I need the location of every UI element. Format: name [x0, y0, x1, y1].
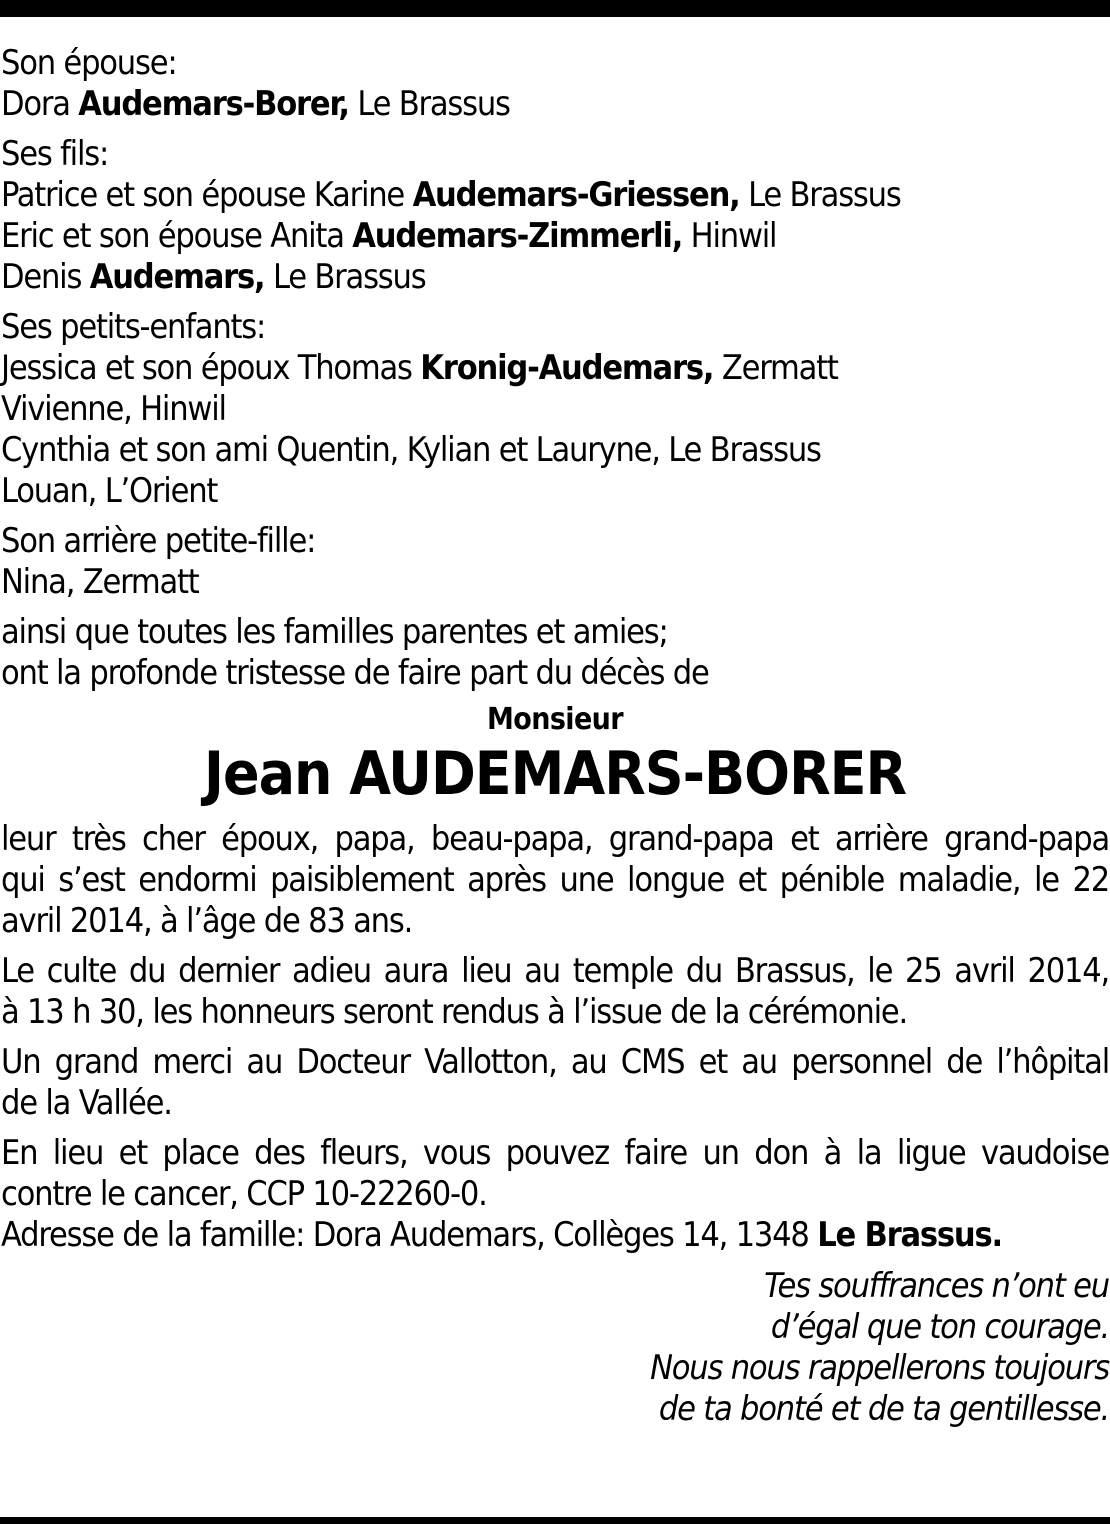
poem-line: de ta bonté et de ta gentillesse.: [658, 1389, 1109, 1429]
son-line: Patrice et son épouse Karine Audemars-Griessen, Le Brassus: [1, 175, 901, 215]
son-surname: Audemars-Zimmerli,: [352, 216, 683, 256]
sons-section: [1, 134, 1109, 298]
son-surname: Audemars,: [89, 257, 265, 297]
spouse-heading: Son épouse:: [1, 43, 177, 83]
poem-line: Nous nous rappellerons toujours: [650, 1348, 1109, 1388]
deceased-name: Jean AUDEMARS-BORER: [203, 739, 907, 809]
description-paragraph: [1, 819, 1109, 942]
grandchildren-heading: Ses petits-enfants:: [1, 307, 266, 347]
grandchild-line: Cynthia et son ami Quentin, Kylian et Lauryne, Le Brassus: [1, 430, 821, 470]
address-town: Le Brassus.: [817, 1215, 1002, 1255]
ceremony-line: à 13 h 30, les honneurs seront rendus à l’issue de la cérémonie.: [1, 992, 908, 1032]
bottom-rule: [0, 1517, 1110, 1524]
grandchild-line: Louan, L’Orient: [1, 471, 218, 511]
donation-line: contre le cancer, CCP 10-22260-0.: [1, 1174, 487, 1214]
grandchild-line: Jessica et son époux Thomas Kronig-Audemars, Zermatt: [1, 348, 838, 388]
donation-paragraph: [1, 1133, 1109, 1256]
closing-line: ainsi que toutes les familles parentes et amies;: [1, 612, 668, 652]
son-line: Eric et son épouse Anita Audemars-Zimmerli, Hinwil: [1, 216, 777, 256]
description-line: avril 2014, à l’âge de 83 ans.: [1, 901, 413, 941]
obituary-notice: [1, 43, 1109, 1430]
spouse-surname: Audemars-Borer,: [78, 84, 349, 124]
grandchild-line: Vivienne, Hinwil: [1, 389, 226, 429]
spouse-section: [1, 43, 1109, 125]
great-grandchild-heading: Son arrière petite-fille:: [1, 521, 316, 561]
family-address: Adresse de la famille: Dora Audemars, Collèges 14, 1348 Le Brassus.: [1, 1215, 1002, 1255]
ceremony-paragraph: [1, 951, 1109, 1033]
thanks-paragraph: [1, 1042, 1109, 1124]
grandchildren-section: [1, 307, 1109, 512]
great-grandchild-line: Nina, Zermatt: [1, 562, 199, 602]
son-surname: Audemars-Griessen,: [412, 175, 740, 215]
poem-line: Tes souffrances n’ont eu: [764, 1266, 1109, 1306]
poem-line: d’égal que ton courage.: [770, 1307, 1109, 1347]
sons-heading: Ses fils:: [1, 134, 109, 174]
thanks-line: Un grand merci au Docteur Vallotton, au CMS et au personnel de l’hôpital: [1, 1042, 1109, 1082]
spouse-line: Dora Audemars-Borer, Le Brassus: [1, 84, 510, 124]
closing-line: ont la profonde tristesse de faire part du décès de: [1, 653, 709, 693]
ceremony-line: Le culte du dernier adieu aura lieu au temple du Brassus, le 25 avril 2014,: [1, 951, 1109, 991]
closing-poem: [1, 1266, 1109, 1430]
description-line: leur très cher époux, papa, beau-papa, grand-papa et arrière grand-papa: [1, 819, 1109, 859]
grandchild-surname: Kronig-Audemars,: [420, 348, 714, 388]
donation-line: En lieu et place des fleurs, vous pouvez faire un don à la ligue vaudoise: [1, 1133, 1109, 1173]
closing-section: [1, 612, 1109, 694]
thanks-line: de la Vallée.: [1, 1083, 172, 1123]
top-rule: [0, 0, 1110, 17]
son-line: Denis Audemars, Le Brassus: [1, 257, 426, 297]
great-grandchild-section: [1, 521, 1109, 603]
description-line: qui s’est endormi paisiblement après une longue et pénible maladie, le 22: [1, 860, 1109, 900]
deceased-title: Monsieur: [487, 702, 623, 737]
